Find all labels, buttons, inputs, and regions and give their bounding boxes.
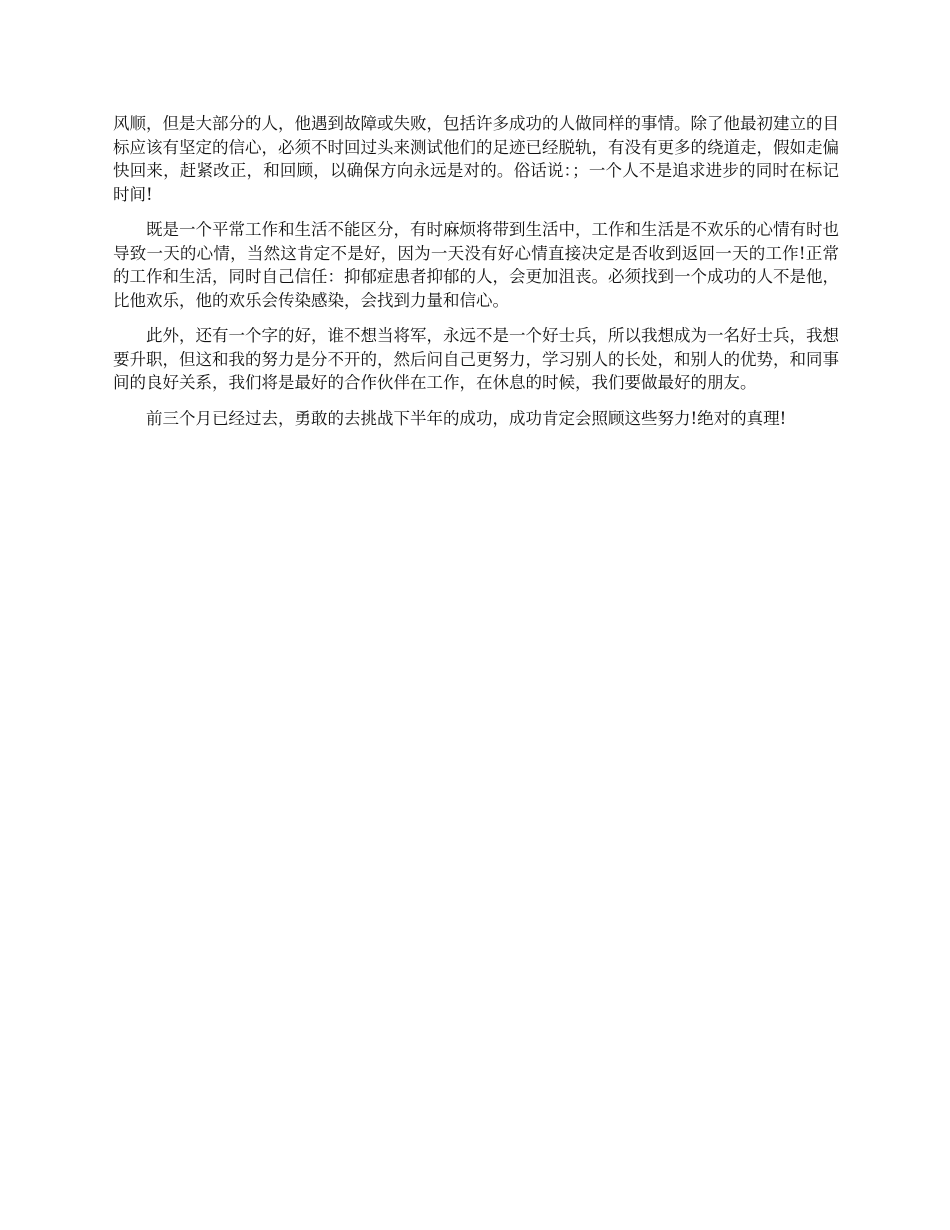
paragraph-4: 前三个月已经过去，勇敢的去挑战下半年的成功，成功肯定会照顾这些努力!绝对的真理! (146, 408, 787, 428)
paragraph-3: 此外，还有一个字的好，谁不想当将军，永远不是一个好士兵，所以我想成为一名好士兵，我想要升职，但这和我的努力是分不开的，然后问自己更努力，学习别人的长处，和别人的优势，和同事间的良好关系，我们将是最好的合作伙伴在工作，在休息的时候，我们要做最好的朋友。 (113, 326, 839, 392)
paragraph-1: 风顺，但是大部分的人，他遇到故障或失败，包括许多成功的人做同样的事情。除了他最初建立的目标应该有坚定的信心，必须不时回过头来测试他们的足迹已经脱轨，有没有更多的绕道走，假如走偏快回来，赶紧改正，和回顾，以确保方向永远是对的。俗话说：；一个人不是追求进步的同时在标记时间! (113, 114, 839, 204)
document-body (113, 112, 839, 442)
paragraph-2: 既是一个平常工作和生活不能区分，有时麻烦将带到生活中，工作和生活是不欢乐的心情有时也导致一天的心情，当然这肯定不是好，因为一天没有好心情直接决定是否收到返回一天的工作!正常的工作和生活，同时自己信任：抑郁症患者抑郁的人，会更加沮丧。必须找到一个成功的人不是他，比他欢乐，他的欢乐会传染感染，会找到力量和信心。 (113, 220, 839, 310)
